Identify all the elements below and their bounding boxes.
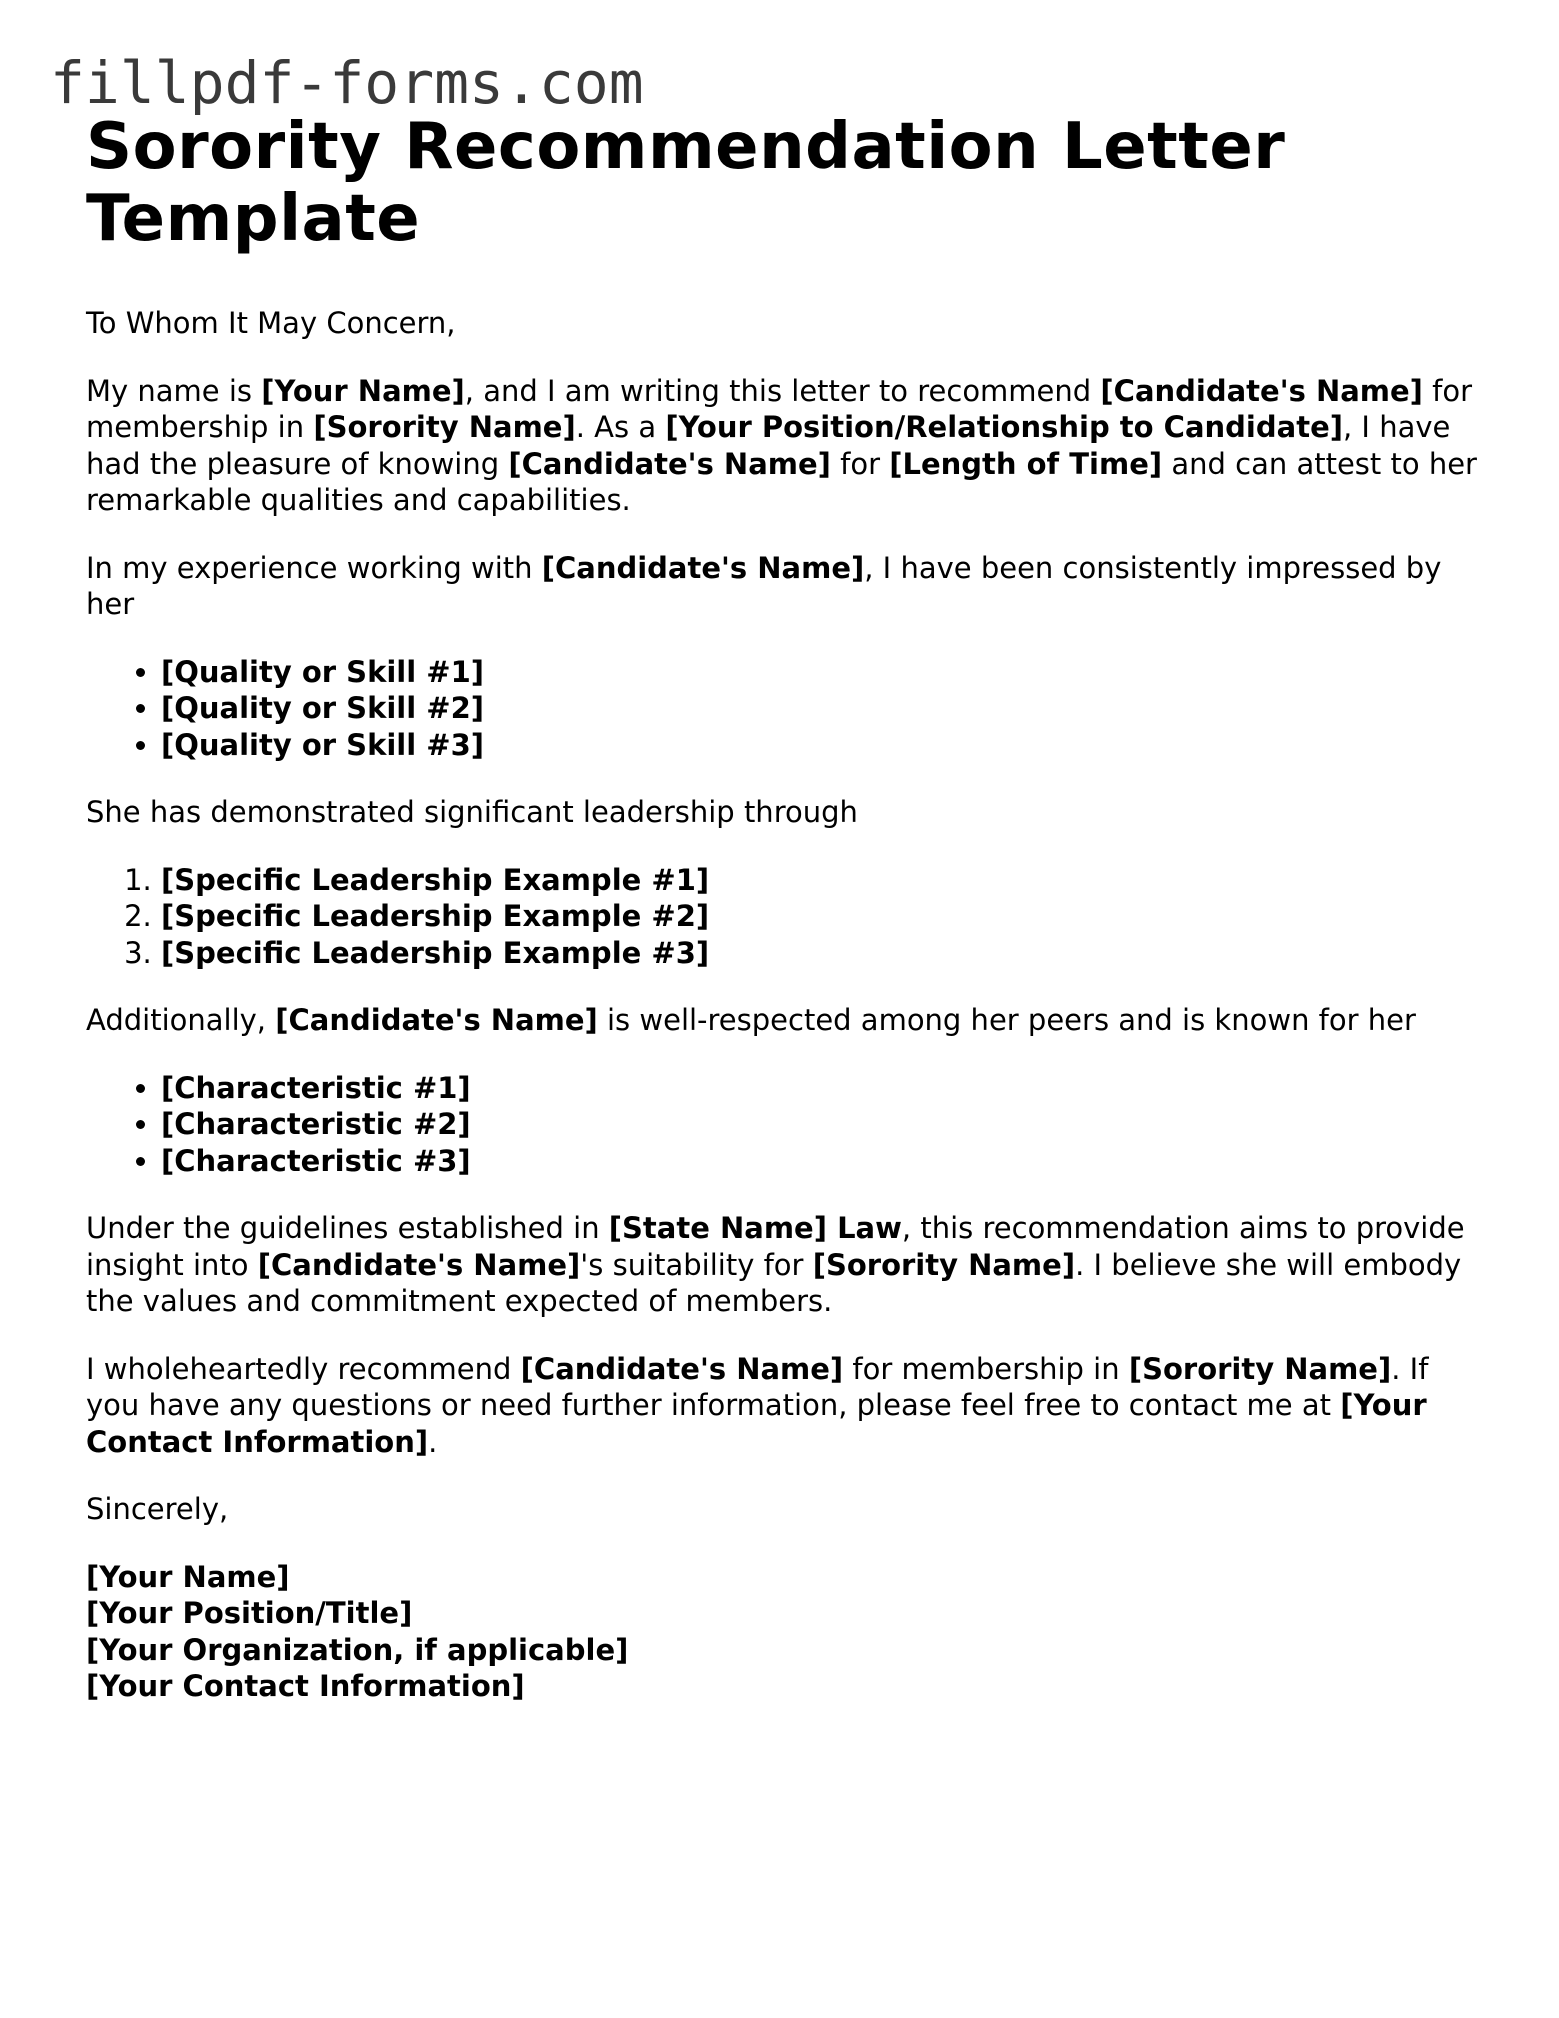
placeholder-candidate-name: [Candidate's Name] — [1100, 373, 1423, 408]
placeholder-candidate-name: [Candidate's Name] — [520, 1351, 844, 1386]
placeholder-candidate-name: [Candidate's Name] — [275, 1003, 598, 1037]
experience-paragraph: In my experience working with [Candidate's Name], I have been consistently impressed by her — [86, 550, 1442, 621]
signature-contact: [Your Contact Information] — [86, 1669, 525, 1703]
salutation: To Whom It May Concern, — [86, 306, 456, 340]
list-item-quality: • [Quality or Skill #1] — [161, 654, 1486, 691]
letter-document — [86, 111, 1486, 1705]
list-item-characteristic: • [Characteristic #3] — [161, 1143, 1486, 1180]
placeholder-candidate-name: [Candidate's Name] — [541, 550, 865, 585]
qualities-list — [86, 654, 1486, 764]
signature-organization: [Your Organization, if applicable] — [86, 1632, 629, 1667]
placeholder-candidate-name: [Candidate's Name] — [257, 1247, 581, 1282]
list-item-characteristic: • [Characteristic #2] — [161, 1106, 1486, 1143]
placeholder-your-name: [Your Name] — [261, 373, 465, 408]
signature-block — [86, 1559, 1486, 1705]
list-item-leadership-example: 3. [Specific Leadership Example #3] — [161, 935, 1486, 972]
signoff: Sincerely, — [86, 1492, 229, 1526]
guidelines-paragraph: Under the guidelines established in [State Name] Law, this recommendation aims to provide insight into [Candidate's Name]'s suitability for [Sorority Name]. I believe she will embody the values and commitment expected of members. — [86, 1211, 1465, 1318]
list-item-leadership-example: 2. [Specific Leadership Example #2] — [161, 898, 1486, 935]
placeholder-length-of-time: [Length of Time] — [889, 446, 1163, 481]
closing-paragraph: I wholeheartedly recommend [Candidate's Name] for membership in [Sorority Name]. If you have any questions or need further information, please feel free to contact me at [Your Contact Information]. — [86, 1351, 1429, 1459]
document-title: Sorority Recommendation Letter Template — [86, 110, 1286, 256]
list-item-leadership-example: 1. [Specific Leadership Example #1] — [161, 862, 1486, 899]
intro-paragraph: My name is [Your Name], and I am writing this letter to recommend [Candidate's Name] for membership in [Sorority Name]. As a [Your Position/Relationship to Candidate], I have had the pleasure of knowing [Candidate's Name] for [Length of Time] and can attest to her remarkable qualities and capabilities. — [86, 373, 1477, 517]
list-item-characteristic: • [Characteristic #1] — [161, 1070, 1486, 1107]
list-item-quality: • [Quality or Skill #3] — [161, 727, 1486, 764]
watermark-site-name: fillpdf-forms.com — [50, 49, 644, 117]
placeholder-candidate-name: [Candidate's Name] — [508, 446, 831, 481]
placeholder-position: [Your Position/Relationship to Candidate] — [665, 410, 1343, 444]
placeholder-sorority-name: [Sorority Name] — [1128, 1351, 1392, 1386]
leadership-list — [86, 862, 1486, 972]
placeholder-state-law: [State Name] Law — [608, 1211, 902, 1245]
placeholder-contact-information: [Your Contact Information] — [86, 1388, 1427, 1459]
characteristics-list — [86, 1070, 1486, 1180]
list-item-quality: • [Quality or Skill #2] — [161, 690, 1486, 727]
placeholder-sorority-name: [Sorority Name] — [812, 1247, 1076, 1282]
placeholder-sorority-name: [Sorority Name] — [313, 410, 576, 444]
leadership-intro: She has demonstrated significant leadership through — [86, 795, 858, 829]
signature-title: [Your Position/Title] — [86, 1596, 413, 1630]
peers-paragraph: Additionally, [Candidate's Name] is well-respected among her peers and is known for her — [86, 1003, 1416, 1037]
signature-name: [Your Name] — [86, 1559, 290, 1594]
